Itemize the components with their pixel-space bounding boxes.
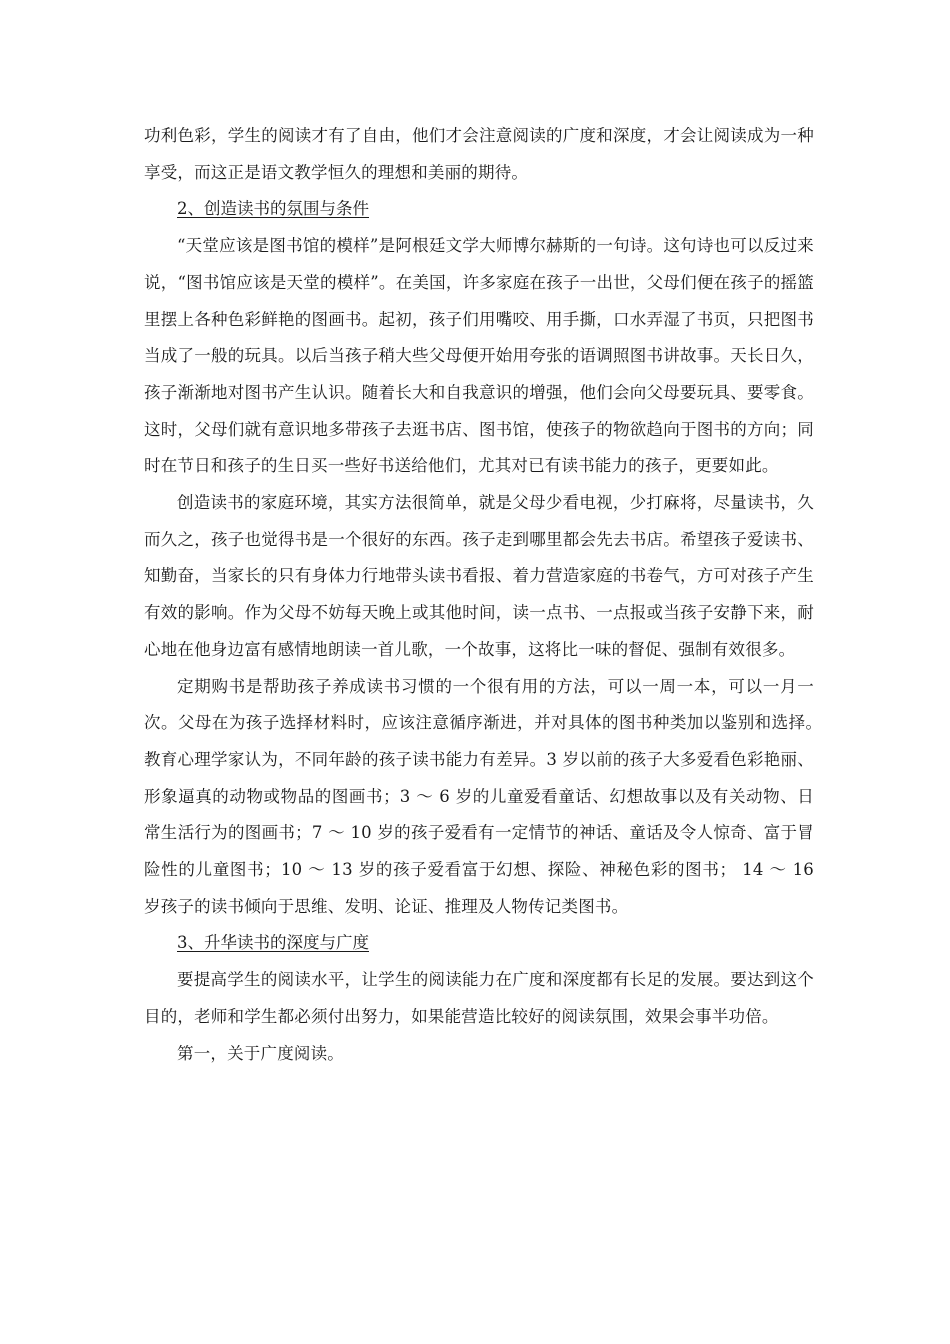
section-heading-2 — [144, 191, 814, 228]
paragraph-library-quote: “天堂应该是图书馆的模样”是阿根廷文学大师博尔赫斯的一句诗。这句诗也可以反过来说，“图书馆应该是天堂的模样”。在美国，许多家庭在孩子一出世，父母们便在孩子的摇篮里摆上各种色彩鲜艳的图画书。起初，孩子们用嘴咬、用手撕，口水弄湿了书页，只把图书当成了一般的玩具。以后当孩子稍大些父母便开始用夸张的语调照图书讲故事。天长日久，孩子渐渐地对图书产生认识。随着长大和自我意识的增强，他们会向父母要玩具、要零食。这时，父母们就有意识地多带孩子去逛书店、图书馆，使孩子的物欲趋向于图书的方向；同时在节日和孩子的生日买一些好书送给他们，尤其对已有读书能力的孩子，更要如此。 — [144, 236, 814, 476]
paragraph-continued: 功利色彩，学生的阅读才有了自由，他们才会注意阅读的广度和深度，才会让阅读成为一种享受，而这正是语文教学恒久的理想和美丽的期待。 — [144, 126, 814, 182]
paragraph-home-environment: 创造读书的家庭环境，其实方法很简单，就是父母少看电视，少打麻将，尽量读书，久而久之，孩子也觉得书是一个很好的东西。孩子走到哪里都会先去书店。希望孩子爱读书、知勤奋，当家长的只有身体力行地带头读书看报、着力营造家庭的书卷气，方可对孩子产生有效的影响。作为父母不妨每天晚上或其他时间，读一点书、一点报或当孩子安静下来，耐心地在他身边富有感情地朗读一首儿歌，一个故事，这将比一味的督促、强制有效很多。 — [144, 493, 814, 659]
section-heading-3 — [144, 925, 814, 962]
document-body — [144, 118, 831, 1072]
paragraph-reading-level: 要提高学生的阅读水平，让学生的阅读能力在广度和深度都有长足的发展。要达到这个目的，老师和学生都必须付出努力，如果能营造比较好的阅读氛围，效果会事半功倍。 — [144, 970, 814, 1026]
section-heading-2-text: 2、创造读书的氛围与条件 — [177, 199, 369, 219]
section-heading-3-text: 3、升华读书的深度与广度 — [177, 933, 369, 953]
paragraph-breadth-reading: 第一，关于广度阅读。 — [177, 1043, 344, 1063]
paragraph-regular-book-buying: 定期购书是帮助孩子养成读书习惯的一个很有用的方法，可以一周一本，可以一月一次。父母在为孩子选择材料时，应该注意循序渐进，并对具体的图书种类加以鉴别和选择。 教育心理学家认为，不同年龄的孩子读书能力有差异。3 岁以前的孩子大多爱看色彩艳丽、形象逼真的动物或物品的图画书；3 ～ 6 岁的儿童爱看童话、幻想故事以及有关动物、日常生活行为的图画书；7 ～ 10 岁的孩子爱看有一定情节的神话、童话及令人惊奇、富于冒险性的儿童图书；10 ～ 13 岁的孩子爱看富于幻想、探险、神秘色彩的图书； 14 ～ 16 岁孩子的读书倾向于思维、发明、论证、推理及人物传记类图书。 — [144, 676, 831, 916]
